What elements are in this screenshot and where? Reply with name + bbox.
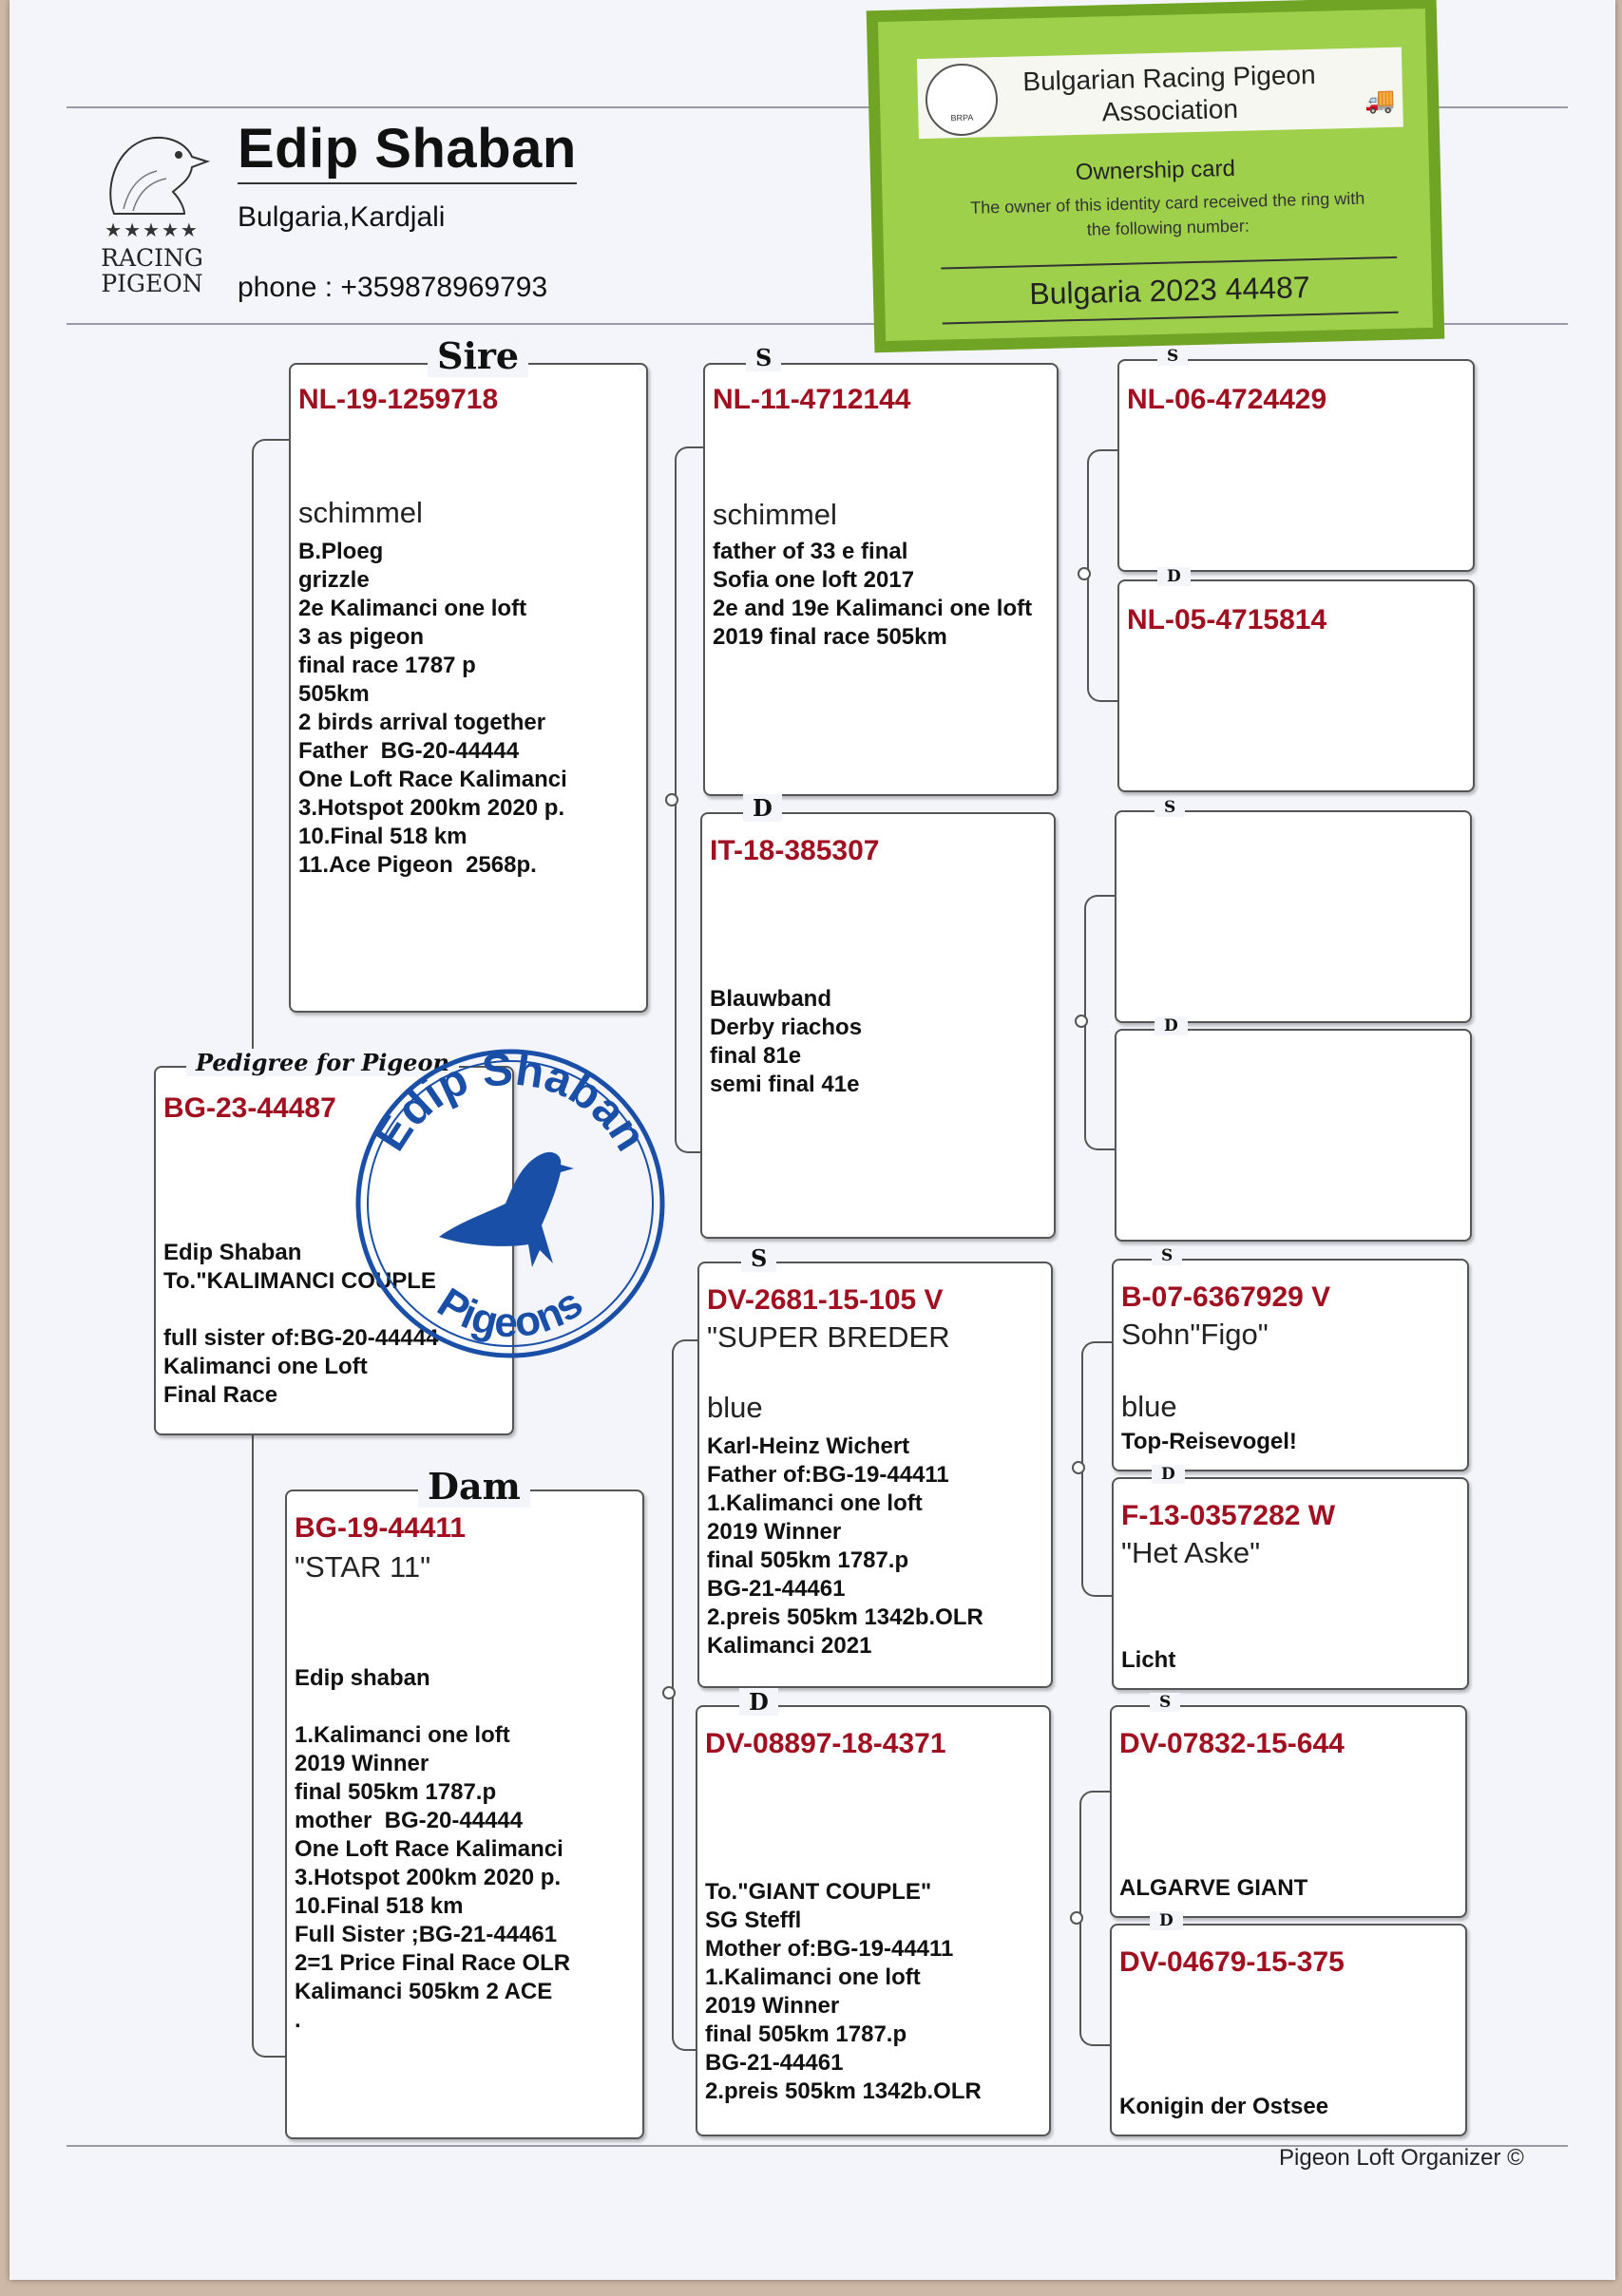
dam-sire-color: blue [707, 1391, 763, 1424]
connector-node [662, 1686, 676, 1699]
dss-ring: B-07-6367929 V [1121, 1281, 1331, 1313]
sire-sire-info: father of 33 e final Sofia one loft 2017 2e and 19e Kalimanci one loft 2019 final race 505km [713, 539, 1033, 650]
sire-color: schimmel [298, 496, 423, 529]
pigeon-head-icon [86, 123, 219, 218]
sire-sire-color: schimmel [713, 498, 837, 531]
logo-text [86, 245, 219, 296]
dam-label: Dam [418, 1465, 530, 1508]
sds-box [1115, 810, 1472, 1023]
s-label: S [1154, 798, 1185, 817]
sss-box [1117, 359, 1475, 572]
pigeon-icon [439, 1152, 574, 1267]
dds-box [1110, 1705, 1467, 1918]
stamp-bottom-text: Pigeons [429, 1279, 591, 1347]
subject-ring: BG-23-44487 [163, 1092, 336, 1124]
association-title-line1: Bulgarian Racing Pigeon [1022, 59, 1316, 97]
s-label: S [746, 344, 781, 371]
card-text-line1: The owner of this identity card received the ring with [969, 188, 1365, 218]
ddd-box [1110, 1924, 1467, 2136]
sire-box [289, 363, 648, 1013]
card-text [939, 185, 1396, 246]
dss-info: Top-Reisevogel! [1121, 1429, 1297, 1454]
sire-sire-ring: NL-11-4712144 [713, 384, 911, 415]
dss-name: Sohn"Figo" [1121, 1318, 1269, 1351]
subject-info: Edip Shaban To."KALIMANCI COUPLE full sister of:BG-20-44444 Kalimanci one Loft Final Race [163, 1240, 439, 1408]
dsd-name: "Het Aske" [1121, 1536, 1261, 1569]
logo-text-racing: RACING [101, 244, 203, 272]
logo-text-pigeon: PIGEON [101, 270, 203, 297]
connector-node [1070, 1911, 1083, 1925]
seal-text: BRPA [950, 112, 974, 123]
dam-sire-ring: DV-2681-15-105 V [707, 1284, 944, 1316]
sire-dam-box [700, 812, 1056, 1239]
dsd-ring: F-13-0357282 W [1121, 1500, 1336, 1531]
association-seal-icon [925, 63, 999, 137]
dam-sire-name: "SUPER BREDER [707, 1320, 950, 1354]
dam-dam-info: To."GIANT COUPLE" SG Steffl Mother of:BG-19-44411 1.Kalimanci one loft 2019 Winner final 505km 1787.p BG-21-44461 2.preis 505km 1342b.OLR [705, 1879, 982, 2104]
s-label: S [1157, 347, 1188, 366]
dsd-info: Licht [1121, 1647, 1176, 1673]
owner-name: Edip Shaban [238, 117, 577, 184]
sdd-box [1115, 1029, 1472, 1242]
card-text-line2: the following number: [1086, 216, 1250, 239]
d-label: D [743, 794, 782, 822]
dam-ring: BG-19-44411 [295, 1512, 467, 1544]
dam-info: Edip shaban 1.Kalimanci one loft 2019 Winner final 505km 1787.p mother BG-20-44444 One Loft Race Kalimanci 3.Hotspot 200km 2020 p. 10.Final 518 km Full Sister ;BG-21-44461 2=1 Price Final Race OLR Kalimanci 505km 2 ACE . [295, 1665, 571, 2033]
d-label: D [1154, 1016, 1188, 1035]
s-label: S [1150, 1693, 1180, 1712]
connector-node [1078, 567, 1091, 580]
dss-color: blue [1121, 1390, 1177, 1423]
sire-label: Sire [428, 334, 528, 377]
racing-pigeon-logo [86, 123, 219, 304]
owner-location: Bulgaria,Kardjali [238, 201, 446, 233]
connector-node [1072, 1461, 1085, 1474]
pedigree-sheet [10, 0, 1615, 2280]
ddd-info: Konigin der Ostsee [1119, 2094, 1329, 2119]
sss-ring: NL-06-4724429 [1127, 384, 1327, 415]
ddd-ring: DV-04679-15-375 [1119, 1946, 1345, 1978]
ssd-box [1117, 579, 1475, 792]
owner-stamp [353, 1047, 667, 1360]
logo-stars: ★★★★★ [105, 220, 200, 241]
card-ring-number: Bulgaria 2023 44487 [941, 256, 1398, 325]
d-label: D [1152, 1465, 1185, 1484]
ssd-ring: NL-05-4715814 [1127, 604, 1327, 636]
sire-sire-box [703, 363, 1059, 796]
association-title [1007, 58, 1332, 130]
owner-phone: phone : +359878969793 [238, 272, 548, 303]
dds-ring: DV-07832-15-644 [1119, 1728, 1345, 1759]
dds-info: ALGARVE GIANT [1119, 1875, 1308, 1901]
dam-sire-box [697, 1262, 1053, 1688]
stamp-top-text: Edip Shaban [364, 1047, 657, 1160]
dss-box [1112, 1259, 1469, 1471]
sire-ring: NL-19-1259718 [298, 384, 499, 415]
dam-sire-info: Karl-Heinz Wichert Father of:BG-19-44411 1.Kalimanci one loft 2019 Winner final 505km 1787.p BG-21-44461 2.preis 505km 1342b.OLR Kalimanci 2021 [707, 1433, 983, 1659]
dsd-box [1112, 1477, 1469, 1690]
association-title-line2: Association [1101, 93, 1239, 127]
sire-dam-ring: IT-18-385307 [710, 835, 880, 866]
connector-node [1075, 1015, 1088, 1028]
sire-dam-info: Blauwband Derby riachos final 81e semi final 41e [710, 986, 863, 1097]
card-inner [878, 9, 1433, 341]
s-label: S [741, 1244, 776, 1272]
pedigree-for-label: Pedigree for Pigeon [186, 1049, 459, 1076]
transport-truck-icon: 🚚 [1364, 85, 1396, 115]
dam-dam-box [696, 1705, 1051, 2136]
s-label: S [1152, 1246, 1182, 1265]
card-header [917, 47, 1403, 139]
card-title: Ownership card [1075, 155, 1236, 186]
dam-box [285, 1490, 644, 2139]
connector-node [665, 793, 678, 806]
d-label: D [1150, 1911, 1183, 1930]
sire-info: B.Ploeg grizzle 2e Kalimanci one loft 3 as pigeon final race 1787 p 505km 2 birds arrival together Father BG-20-44444 One Loft Race Kalimanci 3.Hotspot 200km 2020 p. 10.Final 518 km 11.Ace Pigeon 2568p. [298, 539, 567, 878]
footer-credit: Pigeon Loft Organizer © [1279, 2145, 1524, 2171]
dam-dam-ring: DV-08897-18-4371 [705, 1728, 946, 1759]
dam-name: "STAR 11" [295, 1550, 431, 1584]
d-label: D [1157, 567, 1191, 586]
ownership-card [867, 0, 1445, 352]
d-label: D [739, 1688, 778, 1716]
